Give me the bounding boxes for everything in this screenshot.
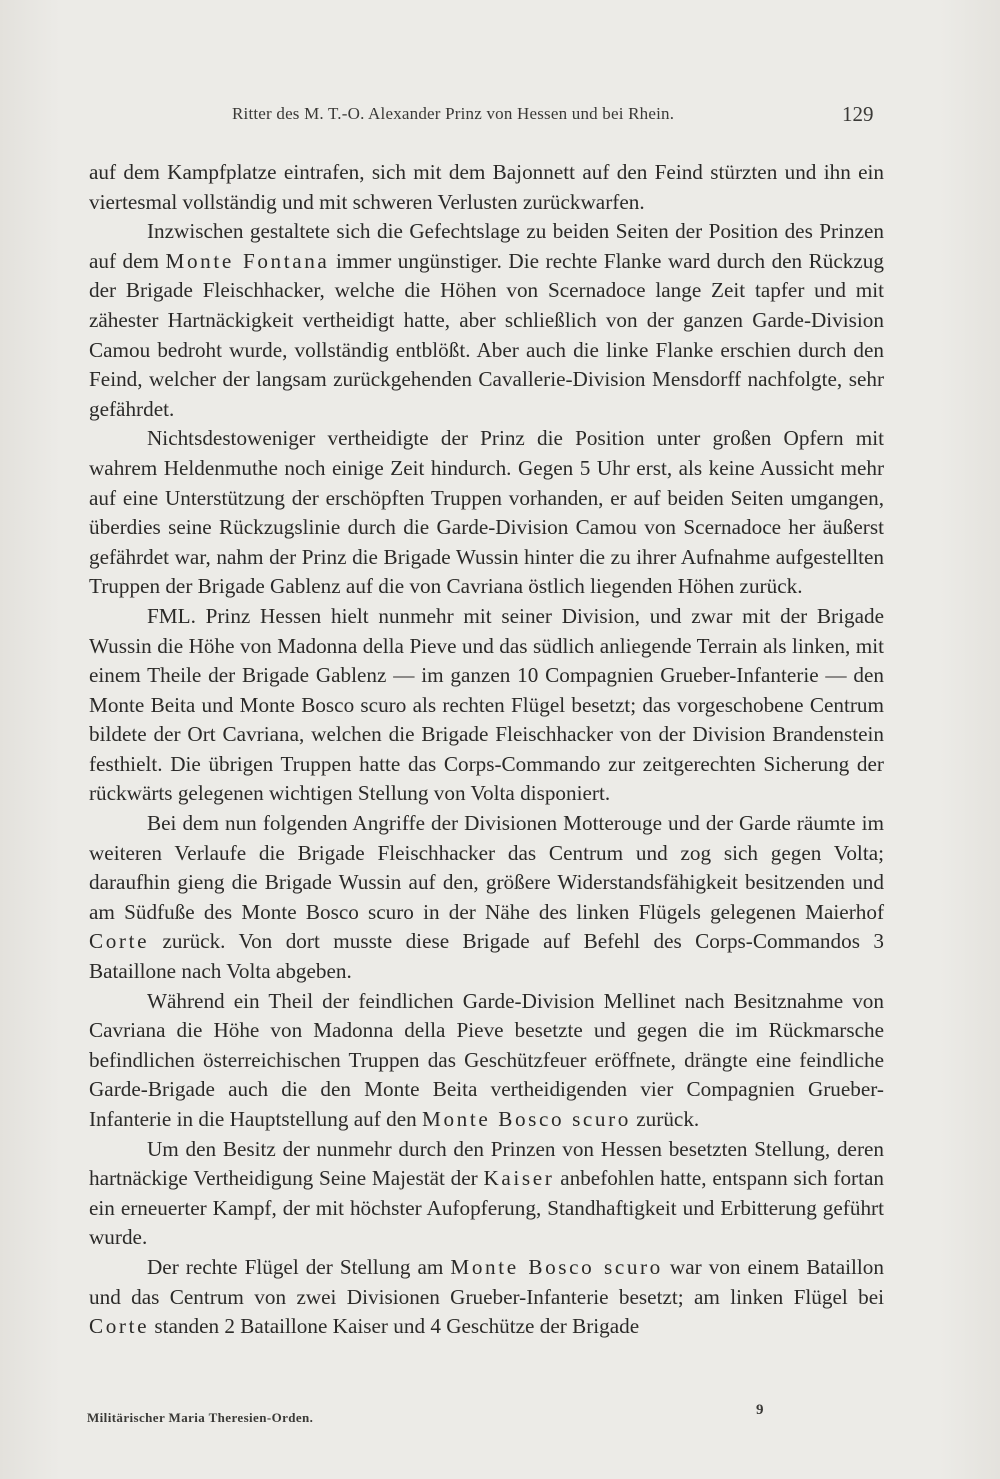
footer-publication: Militärischer Maria Theresien-Orden.: [87, 1410, 314, 1425]
paragraph-8-text-e: standen 2 Bataillone Kaiser und 4 Geschütze der Brigade: [149, 1314, 640, 1339]
paragraph-6-text-a: Während ein Theil der feindlichen Garde-Division Mellinet nach Besitznahme von Cavriana die Höhe von Madonna della Pieve besetzte und gegen die im Rückmarsche befindlichen österreichischen Truppen das Geschützfeuer eröffnete, drängte eine feindliche Garde-Brigade auch die den Monte Beita vertheidigenden vier Compagnien Grueber-Infanterie in die Hauptstellung auf den: [89, 988, 884, 1131]
paragraph-2-text-a: Inzwischen gestaltete sich die Gefechtslage zu beiden Seiten der Position des Prinzen auf dem: [89, 219, 884, 273]
paragraph-8-text-a: Der rechte Flügel der Stellung am: [147, 1254, 451, 1279]
spaced-name-corte-2: Corte: [89, 1314, 150, 1339]
paragraph-1: auf dem Kampfplatze eintrafen, sich mit dem Bajonnett auf den Feind stürzten und ihn ein viertesmal vollständig und mit schweren Verlusten zurückwarfen.: [89, 160, 884, 214]
spaced-name-corte: Corte: [89, 929, 150, 954]
paragraph-2-text-c: immer ungünstiger. Die rechte Flanke ward durch den Rückzug der Brigade Fleischhacker, welche die Höhen von Scernadoce lange Zeit tapfer und mit zähester Hartnäckigkeit vertheidigt hatte, aber schließlich von der ganzen Garde-Division Camou bedroht wurde, vollständig entblößt. Aber auch die linke Flanke erschien durch den Feind, welcher der langsam zurückgehenden Cavallerie-Division Mensdorff nachfolgte, sehr gefährdet.: [89, 248, 884, 421]
body-text: [89, 158, 884, 1342]
signature-mark: 9: [756, 1402, 764, 1418]
paragraph-7-text-a: Um den Besitz der nunmehr durch den Prinzen von Hessen besetzten Stellung, deren hartnäckige Vertheidigung Seine Majestät der: [89, 1136, 884, 1191]
paragraph-7-text-c: anbefohlen hatte, entspann sich fortan ein erneuerter Kampf, der mit höchster Aufopferung, Standhaftigkeit und Erbitterung geführt wurde.: [89, 1166, 884, 1250]
paragraph-5: [89, 809, 884, 987]
spaced-name-monte-bosco-scuro: Monte Bosco scuro: [422, 1107, 631, 1131]
paragraph-5-text-a: Bei dem nun folgenden Angriffe der Divisionen Motterouge und der Garde räumte im weiteren Verlaufe die Brigade Fleischhacker das Centrum und zog sich gegen Volta; daraufhin gieng die Brigade Wussin auf den, größere Widerstandsfähigkeit besitzenden und am Südfuße des Monte Bosco scuro in der Nähe des linken Flügels gelegenen Maierhof: [89, 811, 884, 924]
spaced-name-kaiser: Kaiser: [483, 1166, 555, 1191]
paragraph-6-text-c: zurück.: [630, 1107, 700, 1131]
paragraph-5-text-c: zurück. Von dort musste diese Brigade auf Befehl des Corps-Commandos 3 Bataillone nach Volta abgeben.: [89, 929, 884, 984]
paragraph-7: [89, 1135, 884, 1253]
spaced-name-monte-fontana: Monte Fontana: [165, 248, 330, 273]
running-head: Ritter des M. T.-O. Alexander Prinz von Hessen und bei Rhein.: [232, 104, 675, 123]
spaced-name-monte-bosco-scuro-2: Monte Bosco scuro: [450, 1254, 663, 1279]
paragraph-8-text-c: war von einem Bataillon und das Centrum von zwei Divisionen Grueber-Infanterie besetzt; am linken Flügel bei: [89, 1254, 884, 1309]
paragraph-2: [89, 217, 884, 424]
paragraph-3: Nichtsdestoweniger vertheidigte der Prinz die Position unter großen Opfern mit wahrem Heldenmuthe noch einige Zeit hindurch. Gegen 5 Uhr erst, als keine Aussicht mehr auf eine Unterstützung der erschöpften Truppen vorhanden, er auf beiden Seiten umgangen, überdies seine Rückzugslinie durch die Garde-Division Camou von Scernadoce her äußerst gefährdet war, nahm der Prinz die Brigade Wussin hinter die zu ihrer Aufnahme aufgestellten Truppen der Brigade Gablenz auf die von Cavriana östlich liegenden Höhen zurück.: [89, 426, 884, 599]
paragraph-4: FML. Prinz Hessen hielt nunmehr mit seiner Division, und zwar mit der Brigade Wussin die Höhe von Madonna della Pieve und das südlich anliegende Terrain als linken, mit einem Theile der Brigade Gablenz — im ganzen 10 Compagnien Grueber-Infanterie — den Monte Beita und Monte Bosco scuro als rechten Flügel besetzt; das vorgeschobene Centrum bildete der Ort Cavriana, welchen die Brigade Fleischhacker von der Division Brandenstein festhielt. Die übrigen Truppen hatte das Corps-Commando zur zeitgerechten Sicherung der rückwärts gelegenen wichtigen Stellung von Volta disponiert.: [89, 603, 884, 806]
paragraph-6: [89, 987, 884, 1135]
page-number: 129: [842, 102, 874, 126]
paragraph-8: [89, 1253, 884, 1342]
